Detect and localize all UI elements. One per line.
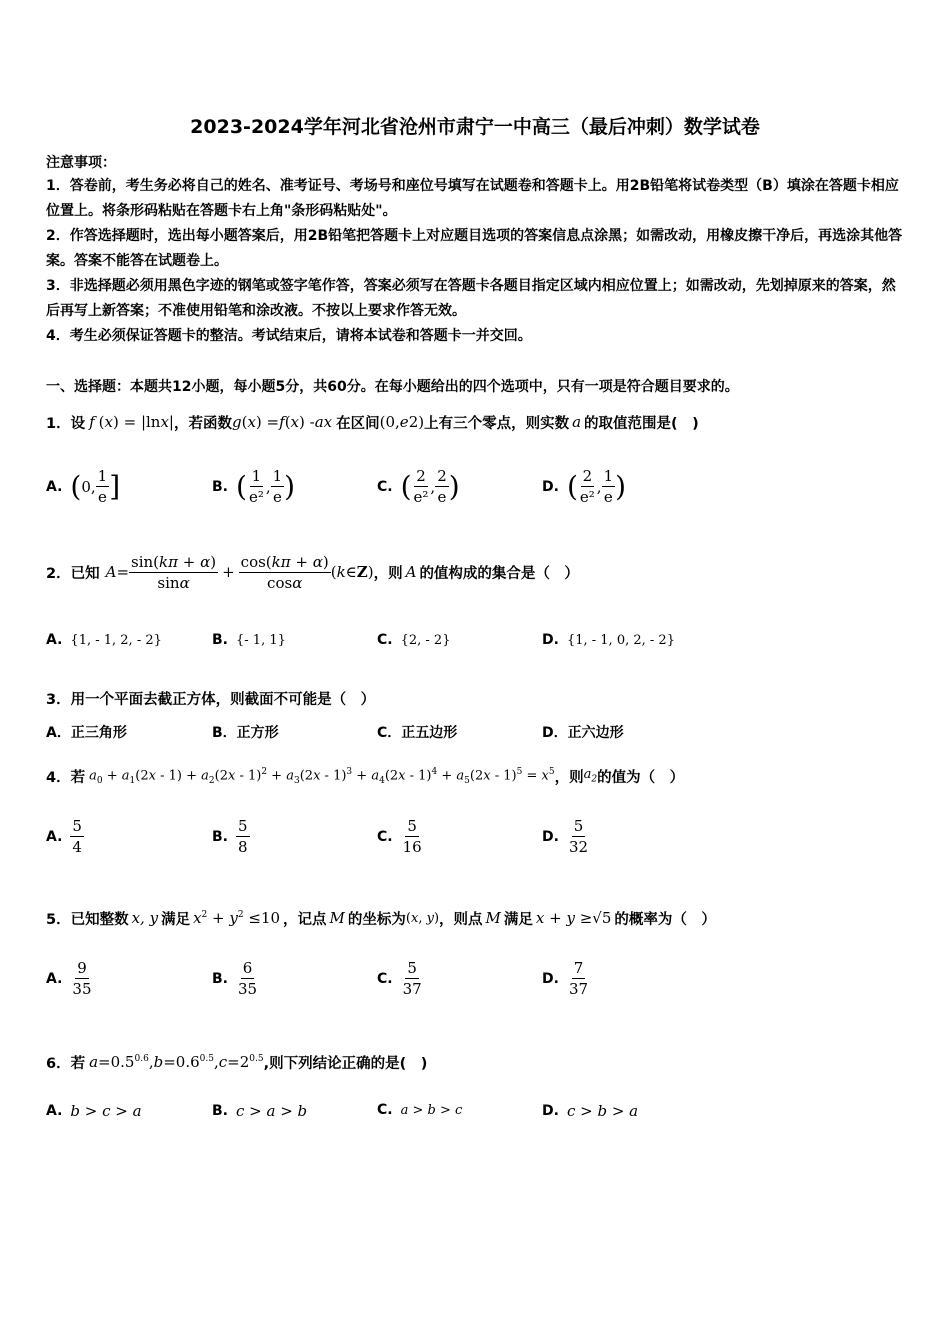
q1-option-d[interactable]: D. ( $\frac{2}{\text{e²}}$ , $\frac{1}{e}$ ) (542, 467, 627, 506)
q2-option-a[interactable]: A. {1, - 1, 2, - 2} (46, 632, 162, 648)
q5-option-c[interactable]: C. $\frac{5}{37}$ (377, 959, 422, 998)
q6-option-d[interactable]: D. c > b > a (542, 1102, 639, 1120)
q1-option-c[interactable]: C. ( $\frac{2}{\text{e²}}$ , $\frac{2}{e}$ ) (377, 467, 460, 506)
q4-polynomial: $a_0 + a_1(2x - 1) + a_2(2x - 1)^2 + a_3(2x - 1)^3 + a_4(2x - 1)^4 + a_5(2x - 1)^5 = x^5$ (89, 766, 555, 786)
q3-option-c[interactable]: C． 正五边形 (377, 725, 458, 741)
question-2-stem: 2．已知 A = $\frac{\sin(k\pi + \alpha)}{\sin\alpha}$ + $\frac{\cos(k\pi + \alpha)}{\cos\alpha}$ ( k ∈Z) ，则 A 的值构成的集合是（ ） (46, 552, 579, 592)
question-3-stem: 3．用一个平面去截正方体，则截面不可能是（ ） (46, 692, 376, 708)
q1-formula-f: f (89, 413, 95, 431)
notice-item-3: 3．非选择题必须用黑色字迹的钢笔或签字笔作答，答案必须写在答题卡各题目指定区域内相应位置上；如需改动，先划掉原来的答案，然后再写上新答案；不准使用铅笔和涂改液。不按以上要求作答无效。 (46, 278, 896, 319)
q2-frac-sin: $\frac{\sin(k\pi + \alpha)}{\sin\alpha}$ (131, 552, 217, 592)
notice-item-1: 1．答卷前，考生务必将自己的姓名、准考证号、考场号和座位号填写在试题卷和答题卡上。用2B铅笔将试卷类型（B）填涂在答题卡相应位置上。将条形码粘贴在答题卡右上角"条形码粘贴处"。 (46, 178, 899, 219)
q5-option-d[interactable]: D. $\frac{7}{37}$ (542, 959, 589, 998)
q3-option-a[interactable]: A． 正三角形 (46, 725, 127, 741)
q2-option-b[interactable]: B. {- 1, 1} (212, 632, 286, 648)
q6-option-c[interactable]: C. a > b > c (377, 1102, 463, 1118)
notice-item-4: 4．考生必须保证答题卡的整洁。考试结束后，请将本试卷和答题卡一并交回。 (46, 328, 532, 344)
q2-option-d[interactable]: D. {1, - 1, 0, 2, - 2} (542, 632, 675, 648)
q4-option-a[interactable]: A. $\frac{5}{4}$ (46, 817, 82, 856)
question-6-stem: 6．若 $a=0.5^{0.6},b=0.6^{0.5},c=2^{0.5}$ ,则下列结论正确的是( ) (46, 1053, 428, 1072)
notice-heading: 注意事项： (46, 155, 116, 171)
q1-option-b[interactable]: B. ( $\frac{1}{\text{e²}}$ , $\frac{1}{e}$ ) (212, 467, 296, 506)
q2-option-c[interactable]: C. {2, - 2} (377, 632, 451, 648)
q4-option-d[interactable]: D. $\frac{5}{32}$ (542, 817, 589, 856)
q5-option-a[interactable]: A. $\frac{9}{35}$ (46, 959, 92, 998)
q6-definitions: $a=0.5^{0.6},b=0.6^{0.5},c=2^{0.5}$ (89, 1053, 264, 1071)
q4-option-b[interactable]: B. $\frac{5}{8}$ (212, 817, 248, 856)
question-1-stem: 1．设 f ( x ) = |ln x | ，若函数 g ( x ) = f ( x ) - ax 在区间 (0, e 2 ) 上有三个零点，则实数 a 的取值范围是( ) (46, 413, 699, 432)
section-heading: 一、选择题：本题共12小题，每小题5分，共60分。在每小题给出的四个选项中，只有一项是符合题目要求的。 (46, 379, 739, 395)
notice-item-2: 2．作答选择题时，选出每小题答案后，用2B铅笔把答题卡上对应题目选项的答案信息点涂黑；如需改动，用橡皮擦干净后，再选涂其他答案。答案不能答在试题卷上。 (46, 228, 903, 269)
question-4-stem: 4．若 $a_0 + a_1(2x - 1) + a_2(2x - 1)^2 + a_3(2x - 1)^3 + a_4(2x - 1)^4 + a_5(2x - 1)^5 = x^5$ ，则 $a_2$ 的值为（ ） (46, 766, 685, 786)
q5-option-b[interactable]: B. $\frac{6}{35}$ (212, 959, 258, 998)
q1-formula-g: g (231, 413, 242, 431)
q3-option-d[interactable]: D． 正六边形 (542, 725, 624, 741)
q1-option-a[interactable]: A. ( 0, $\frac{1}{e}$ ] (46, 467, 121, 506)
q6-option-a[interactable]: A. b > c > a (46, 1102, 142, 1120)
question-5-stem: 5．已知整数 x, y 满足 $x^2 + y^2 \le 10$ ，记点 M 的坐标为 (x, y) ，则点 M 满足 x + y ≥√5 的概率为（ ） (46, 909, 716, 928)
q3-option-b[interactable]: B． 正方形 (212, 725, 279, 741)
page-title: 2023-2024学年河北省沧州市肃宁一中高三（最后冲刺）数学试卷 (190, 116, 760, 138)
q6-option-b[interactable]: B. c > a > b (212, 1102, 308, 1120)
q1-interval: (0, (379, 413, 400, 431)
q2-frac-cos: $\frac{\cos(k\pi + \alpha)}{\cos\alpha}$ (240, 552, 329, 592)
q4-option-c[interactable]: C. $\frac{5}{16}$ (377, 817, 422, 856)
